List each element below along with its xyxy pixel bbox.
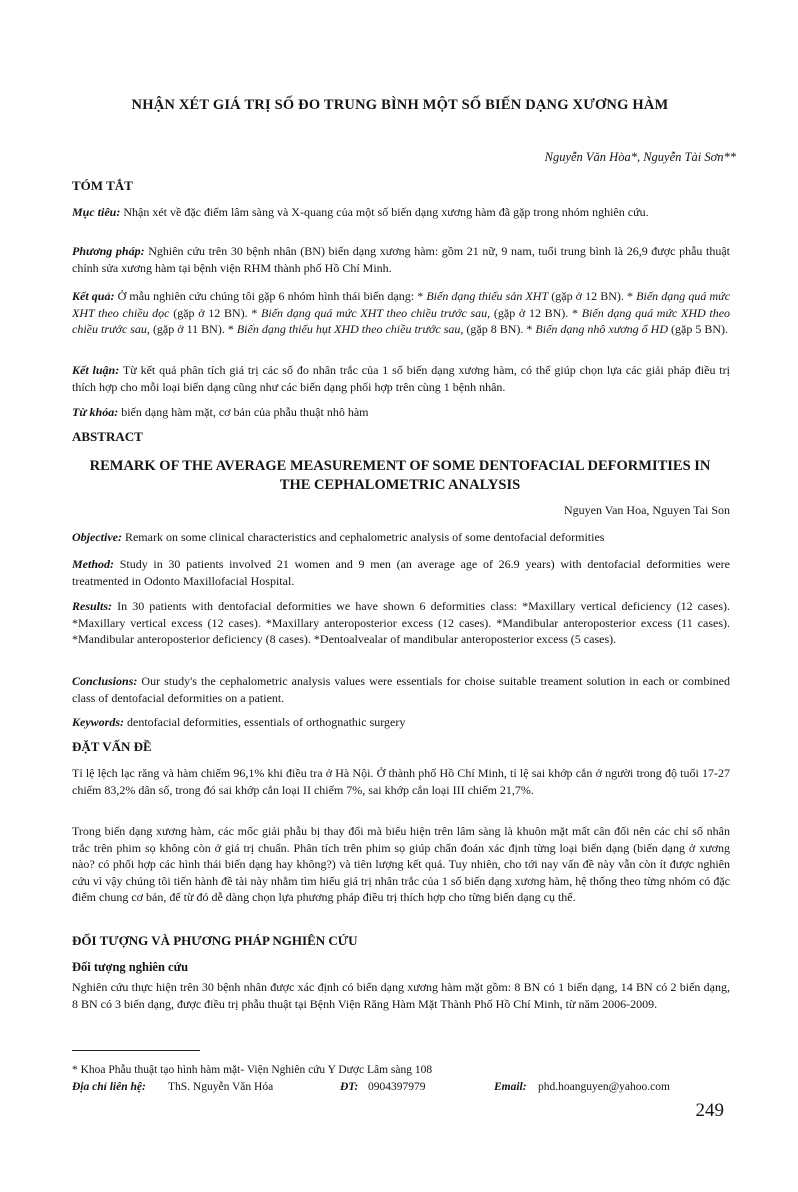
tu-khoa-text: biến dạng hàm mặt, cơ bản của phẫu thuật nhô hàm	[121, 405, 369, 419]
keywords-paragraph	[72, 714, 730, 731]
ket-qua-paragraph	[72, 288, 730, 338]
keywords-text: dentofacial deformities, essentials of orthognathic surgery	[127, 715, 406, 729]
conclusions-label: Conclusions:	[72, 674, 138, 688]
results-label: Results:	[72, 599, 113, 613]
contact-phone-label: ĐT:	[340, 1081, 359, 1093]
ket-luan-paragraph	[72, 362, 730, 395]
ket-qua-item-name: Biến dạng nhô xương ổ HD	[535, 322, 669, 336]
doi-tuong-phuong-phap-heading: ĐỐI TƯỢNG VÀ PHƯƠNG PHÁP NGHIÊN CỨU	[72, 933, 358, 948]
contact-phone: 0904397979	[368, 1081, 426, 1093]
objective-text: Remark on some clinical characteristics and cephalometric analysis of some dentofacial deformities	[124, 530, 605, 544]
objective-paragraph	[72, 529, 730, 546]
ket-qua-item-count: (gặp ở 12 BN). *	[493, 305, 579, 320]
tu-khoa-paragraph	[72, 404, 730, 421]
ket-luan-text: Từ kết quả phân tích giá trị các số đo nhân trắc của 1 số biến dạng xương hàm, có thể giúp chọn lựa các giải pháp điều trị thích hợp cho mỗi loại biến dạng cũng như các biến dạng phối hợp trên cùng 1 bệnh nhân.	[72, 363, 730, 394]
method-text: Study in 30 patients involved 21 women and 9 men (an average age of 26.9 years) with dentofacial deformities were treatmented in Odonto Maxillofacial Hospital.	[72, 557, 730, 588]
results-paragraph	[72, 598, 730, 648]
tom-tat-heading: TÓM TẮT	[72, 178, 133, 193]
objective-label: Objective:	[72, 530, 122, 544]
ket-qua-item-count: (gặp ở 12 BN). *	[551, 289, 634, 303]
results-text: In 30 patients with dentofacial deformities we have shown 6 deformities class: *Maxillary vertical deficiency (12 cases). *Maxillary vertical excess (12 cases). *Maxillary anteroposterior excess (12 cases). *Mandibular anteroposterior excess (11 cases). *Mandibular anteroposterior deficiency (8 cases). *Dentoalvealar of mandibular anteroposterior excess (5 cases).	[72, 599, 730, 646]
abstract-heading: ABSTRACT	[72, 429, 143, 444]
ket-qua-label: Kết quả:	[72, 289, 115, 303]
ket-qua-item-name: Biến dạng quá mức XHD theo chiều trước sau,	[72, 305, 731, 336]
authors-vietnamese: Nguyễn Văn Hòa*, Nguyễn Tài Sơn**	[544, 150, 736, 164]
ket-qua-item-name: Biến dạng thiểu hụt XHD theo chiều trước sau,	[236, 322, 464, 336]
contact-name: ThS. Nguyễn Văn Hóa	[168, 1081, 274, 1093]
ket-qua-item-name: Biến dạng thiểu sản XHT	[426, 289, 549, 303]
dat-van-de-paragraph-1: Tỉ lệ lệch lạc răng và hàm chiếm 96,1% khi điều tra ở Hà Nội. Ở thành phố Hồ Chí Minh, tỉ lệ sai khớp cắn ở người trong độ tuổi 17-27 chiếm 83,2% dân số, trong đó sai khớp cắn loại II chiếm 7%, sai khớp cắn loại III chiếm 21,7%.	[72, 766, 730, 797]
ket-qua-lead: Ở mẫu nghiên cứu chúng tôi gặp 6 nhóm hình thái biến dạng: *	[117, 289, 424, 303]
contact-email-label: Email:	[494, 1081, 527, 1093]
dat-van-de-paragraph-2: Trong biến dạng xương hàm, các mốc giải phẫu bị thay đổi mà biểu hiện trên lâm sàng là khuôn mặt mất cân đối nên các chỉ số nhân trắc trên phim sọ không còn ở giá trị chuẩn. Phân tích trên phim sọ giúp chẩn đoán xác định từng loại biến dạng (biến dạng ở xương nào? có phối hợp các hình thái biến dạng hay không?) và tiên lượng kết quả. Tuy nhiên, cho tới nay vấn đề này vẫn còn ít được nghiên cứu vì vậy chúng tôi tiến hành đề tài này nhằm tìm hiểu giá trị nhân trắc của 1 số biến dạng xương hàm, hệ thống theo từng nhóm có đặc điểm chung cơ bản, để từ đó dễ dàng chọn lựa phương pháp điều trị thích hợp cho từng biến dạng cụ thể.	[72, 824, 730, 904]
ket-luan-label: Kết luận:	[72, 363, 120, 377]
doi-tuong-paragraph: Nghiên cứu thực hiện trên 30 bệnh nhân được xác định có biến dạng xương hàm mặt gồm: 8 BN có 1 biến dạng, 14 BN có 2 biến dạng, 8 BN có 3 biến dạng, được điều trị phẫu thuật tại Bệnh Viện Răng Hàm Mặt Thành Phố Hồ Chí Minh, từ năm 2006-2009.	[72, 980, 730, 1011]
authors-english: Nguyen Van Hoa, Nguyen Tai Son	[563, 503, 730, 517]
page-number: 249	[695, 1100, 724, 1121]
dat-van-de-heading: ĐẶT VẤN ĐỀ	[72, 739, 152, 754]
conclusions-text: Our study's the cephalometric analysis values were essentials for choise suitable treament solution in each or combined class of dentofacial deformities on a patient.	[72, 674, 731, 705]
muc-tieu-paragraph	[72, 204, 730, 221]
footnote-divider	[72, 1050, 200, 1051]
phuong-phap-paragraph	[72, 243, 730, 276]
paper-title-english: REMARK OF THE AVERAGE MEASUREMENT OF SOME DENTOFACIAL DEFORMITIES IN THE CEPHALOMETRIC ANALYSIS	[89, 458, 711, 493]
ket-qua-item-count: (gặp ở 12 BN). *	[173, 305, 258, 320]
method-label: Method:	[72, 557, 114, 571]
ket-qua-item-name: Biến dạng quá mức XHT theo chiều dọc	[72, 289, 731, 320]
ket-qua-item-name: Biến dạng quá mức XHT theo chiều trước sau,	[261, 305, 491, 320]
ket-qua-item-count: (gặp 8 BN). *	[466, 322, 533, 336]
tu-khoa-label: Từ khóa:	[72, 405, 119, 419]
method-paragraph	[72, 556, 730, 589]
phuong-phap-label: Phương pháp:	[72, 244, 145, 258]
conclusions-paragraph	[72, 673, 730, 706]
muc-tieu-label: Mục tiêu:	[72, 205, 121, 219]
contact-label: Địa chỉ liên hệ:	[72, 1081, 146, 1093]
phuong-phap-text: Nghiên cứu trên 30 bệnh nhân (BN) biến dạng xương hàm: gồm 21 nữ, 9 nam, tuổi trung bình là 26,9 được phẫu thuật chỉnh sửa xương hàm tại bệnh viện RHM thành phố Hồ Chí Minh.	[72, 244, 731, 275]
paper-title-vietnamese: NHẬN XÉT GIÁ TRỊ SỐ ĐO TRUNG BÌNH MỘT SỐ BIẾN DẠNG XƯƠNG HÀM	[131, 97, 669, 113]
footnote-affiliation: * Khoa Phẫu thuật tạo hình hàm mặt- Viện Nghiên cứu Y Dược Lâm sàng 108	[72, 1064, 433, 1076]
doi-tuong-subheading: Đối tượng nghiên cứu	[72, 960, 189, 974]
keywords-label: Keywords:	[72, 715, 124, 729]
ket-qua-item-count: (gặp ở 11 BN). *	[152, 322, 234, 336]
muc-tieu-text: Nhận xét về đặc điểm lâm sàng và X-quang của một số biến dạng xương hàm đã gặp trong nhóm nghiên cứu.	[123, 205, 649, 219]
contact-email: phd.hoanguyen@yahoo.com	[538, 1081, 670, 1093]
ket-qua-item-count: (gặp 5 BN).	[671, 322, 729, 336]
